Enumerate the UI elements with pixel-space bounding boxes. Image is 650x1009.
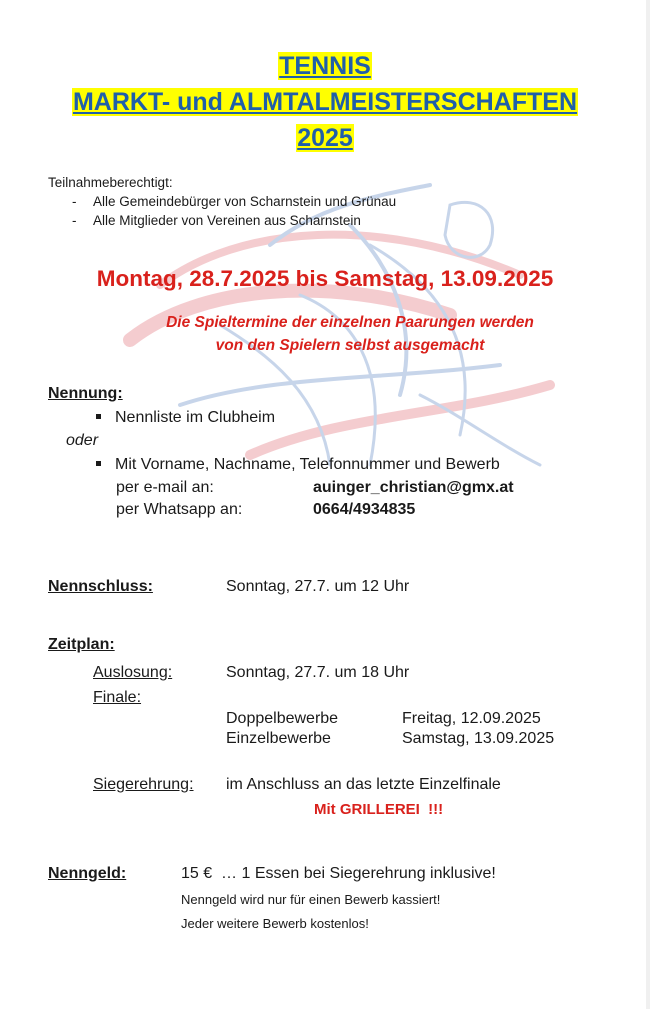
nenngeld-note1: Nenngeld wird nur für einen Bewerb kassiert!	[181, 892, 441, 907]
eligibility-item: Alle Mitglieder von Vereinen aus Scharnstein	[93, 213, 361, 228]
page-edge-divider	[646, 0, 650, 1009]
einzel-date: Samstag, 13.09.2025	[402, 730, 555, 747]
nennung-or: oder	[66, 432, 99, 449]
schedule-note-line2: von den Spielern selbst ausgemacht	[215, 337, 485, 354]
title-tennis: TENNIS	[279, 52, 371, 80]
event-dates: Montag, 28.7.2025 bis Samstag, 13.09.2025	[96, 266, 554, 291]
nennung-item-clubheim: Nennliste im Clubheim	[96, 409, 275, 427]
einzel-label: Einzelbewerbe	[226, 730, 331, 747]
whatsapp-number[interactable]: 0664/4934835	[313, 501, 416, 518]
doppel-label: Doppelbewerbe	[226, 710, 339, 727]
nenngeld-note2: Jeder weitere Bewerb kostenlos!	[181, 916, 369, 931]
auslosung-value: Sonntag, 27.7. um 18 Uhr	[226, 664, 410, 681]
eligibility-dash: -	[72, 194, 77, 209]
zeitplan-heading: Zeitplan:	[48, 636, 115, 653]
nennung-heading: Nennung:	[48, 385, 123, 402]
siegerehrung-label: Siegerehrung:	[93, 776, 194, 793]
nennschluss-label: Nennschluss:	[48, 578, 153, 595]
bullet-icon	[96, 414, 101, 419]
eligibility-heading: Teilnahmeberechtigt:	[48, 175, 173, 190]
eligibility-item: Alle Gemeindebürger von Scharnstein und Grünau	[93, 194, 397, 209]
title-championships: MARKT- und ALMTALMEISTERSCHAFTEN	[72, 88, 578, 116]
eligibility-dash: -	[72, 213, 77, 228]
schedule-note-line1: Die Spieltermine der einzelnen Paarungen werden	[166, 314, 534, 331]
bullet-icon	[96, 461, 101, 466]
title-year: 2025	[297, 124, 353, 152]
nennschluss-value: Sonntag, 27.7. um 12 Uhr	[226, 578, 410, 595]
whatsapp-label: per Whatsapp an:	[116, 501, 243, 518]
email-label: per e-mail an:	[116, 479, 214, 496]
nenngeld-value: 15 € … 1 Essen bei Siegerehrung inklusive!	[181, 865, 496, 882]
doppel-date: Freitag, 12.09.2025	[402, 710, 541, 727]
email-address[interactable]: auinger_christian@gmx.at	[313, 479, 514, 496]
siegerehrung-value: im Anschluss an das letzte Einzelfinale	[226, 776, 501, 793]
finale-label: Finale:	[93, 689, 142, 706]
auslosung-label: Auslosung:	[93, 664, 173, 681]
grillerei-note: Mit GRILLEREI !!!	[314, 801, 444, 818]
nenngeld-label: Nenngeld:	[48, 865, 127, 882]
nennung-item-contact: Mit Vorname, Nachname, Telefonnummer und Bewerb	[96, 456, 500, 474]
